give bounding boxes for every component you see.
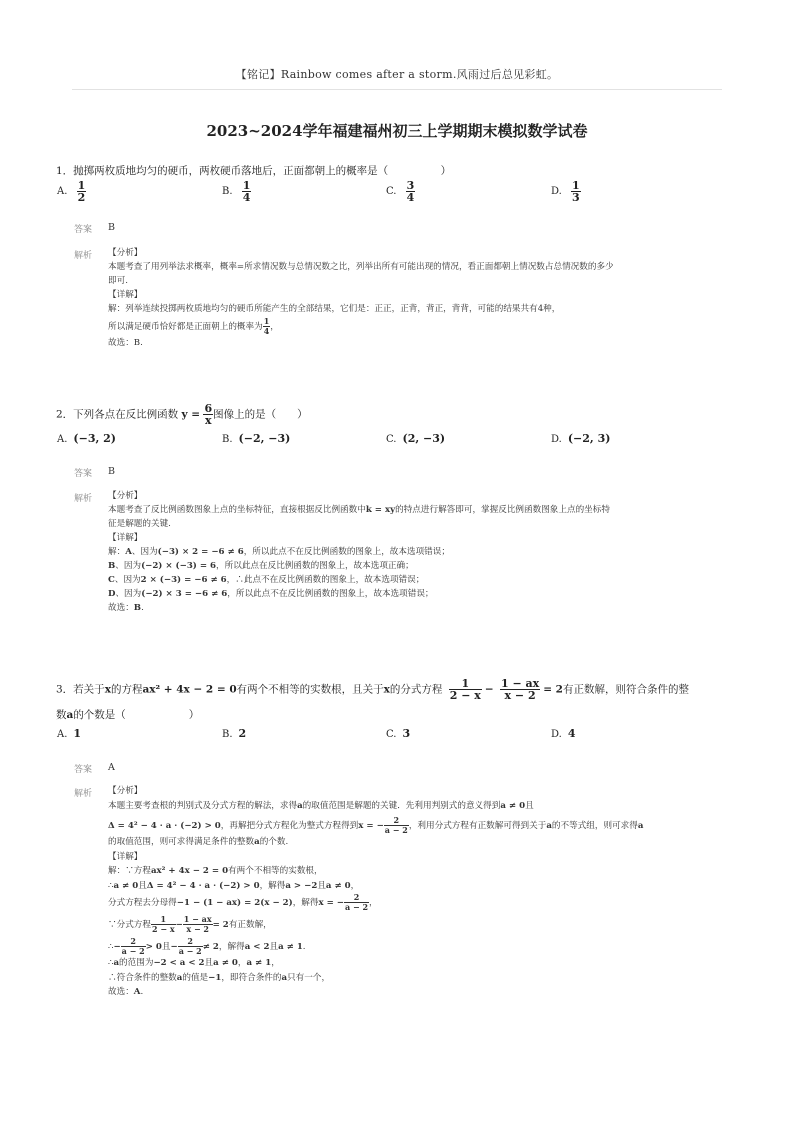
math-fraction: [203, 403, 213, 426]
text-run: 且: [269, 942, 279, 952]
text-run: 且: [525, 800, 534, 811]
option-letter: A.: [57, 186, 68, 197]
text-run: 2: [178, 937, 203, 947]
option-fraction: [406, 180, 416, 203]
option-fraction: [242, 180, 252, 203]
text-run: 6: [204, 402, 213, 415]
q1-explanation: [108, 246, 614, 350]
text-run: 有正数解，: [228, 920, 272, 930]
text-run: 1 − ax: [183, 914, 212, 924]
text-run: −2 < a < 2: [153, 958, 205, 968]
text-run: 本题考查了反比例函数图象上点的坐标特征，直接根据反比例函数中: [108, 505, 366, 515]
text-run: a: [281, 972, 288, 983]
text-run: (−2) × (−3) = 6: [141, 561, 217, 571]
text-run: ax² + 4x − 2 = 0: [150, 866, 229, 876]
text-run: (2, −3): [402, 432, 446, 445]
text-run: 的范围为: [119, 958, 154, 968]
header-divider: [72, 89, 722, 90]
text-run: −1 − (1 − ax) = 2(x − 2): [176, 898, 293, 908]
question-3-stem-line1: [56, 678, 689, 701]
text-run: 分式方程去分母得: [108, 898, 177, 908]
text-run: 只有一个，: [287, 972, 331, 983]
text-run: 1: [572, 179, 580, 192]
math-fraction: [500, 678, 540, 701]
text-run: 4: [406, 191, 415, 204]
text-run: [108, 317, 614, 336]
text-run: [108, 937, 643, 956]
math-fraction: [121, 937, 146, 956]
text-run: a − 2: [121, 946, 145, 956]
text-run: −: [175, 920, 183, 930]
text-run: A: [125, 547, 132, 557]
text-run: ∴: [108, 880, 114, 891]
text-run: 且: [138, 880, 147, 891]
text-run: ，所以此点不在反比例函数的图象上，故本选项错误；: [243, 547, 450, 557]
text-run: D: [108, 589, 116, 599]
text-run: ，: [237, 958, 247, 968]
text-run: D.: [551, 434, 562, 445]
analysis-label: 解析: [74, 789, 93, 799]
q3-option-c[interactable]: [386, 727, 410, 740]
text-run: x − 2: [186, 924, 209, 934]
text-run: a ≠ 0: [113, 880, 139, 891]
q3-explanation: [108, 784, 643, 1000]
text-run: [108, 559, 610, 573]
text-run: x: [104, 683, 111, 696]
text-run: ，解得: [259, 880, 286, 891]
text-run: 的取值范围，则可求得满足条件的整数: [108, 837, 255, 847]
text-run: 、因为: [115, 589, 142, 599]
text-run: 有两个不相等的实数根，且关于: [236, 683, 384, 696]
text-run: 3: [572, 191, 580, 204]
text-run: C: [108, 575, 115, 585]
text-run: C.: [386, 434, 397, 445]
text-run: 2．下列各点在反比例函数: [56, 408, 179, 421]
text-run: 4: [263, 326, 270, 336]
text-run: [108, 503, 610, 517]
text-run: (−2, 3): [567, 432, 611, 445]
text-run: a − 2: [345, 902, 369, 912]
question-2-stem: [56, 403, 308, 426]
question-1-stem: 1．抛掷两枚质地均匀的硬币，两枚硬币落地后，正面都朝上的概率是（ ）: [56, 165, 452, 177]
text-run: 故选：: [108, 603, 134, 613]
text-run: 本题考查了用列举法求概率，概率=所求情况数与总情况数之比，列举出所有可能出现的情况，看正面都朝上情况数占总情况数的多少: [108, 262, 614, 272]
text-run: [108, 601, 610, 615]
text-run: 2 − x: [449, 689, 481, 702]
text-run: 的分式方程: [389, 683, 443, 696]
text-run: Δ = 4² − 4 · a · (−2) > 0: [146, 880, 260, 891]
text-run: 1: [77, 179, 86, 192]
text-run: ，利用分式方程有正数解可得到关于: [408, 821, 547, 831]
text-run: ∴符合条件的整数: [108, 972, 177, 983]
text-run: .: [141, 603, 144, 613]
text-run: 的不等式组，则可求得: [551, 821, 638, 831]
answer-label: 答案: [74, 225, 93, 235]
text-run: ，: [369, 898, 378, 908]
text-run: (−2) × 3 = −6 ≠ 6: [141, 589, 228, 599]
q2-option-c[interactable]: [386, 432, 445, 445]
text-run: [108, 915, 643, 934]
math-fraction: [178, 937, 203, 956]
q2-answer: B: [108, 466, 115, 477]
text-run: a < 2: [244, 942, 270, 952]
text-run: 、因为: [115, 561, 142, 571]
math-fraction: [344, 893, 369, 912]
text-run: a: [113, 958, 120, 968]
text-run: D.: [551, 729, 562, 740]
text-run: > 0: [145, 942, 162, 952]
text-run: 本题主要考查根的判别式及分式方程的解法，求得: [108, 800, 298, 811]
text-run: 且: [317, 880, 326, 891]
text-run: 且: [204, 958, 214, 968]
q1-option-d[interactable]: [551, 180, 581, 203]
text-run: Δ = 4² − 4 · a · (−2) > 0: [108, 821, 221, 831]
text-run: 2: [77, 191, 86, 204]
q2-option-b[interactable]: [222, 432, 290, 445]
text-run: 征是解题的关键.: [108, 519, 171, 529]
q1-option-a[interactable]: [57, 180, 86, 203]
q2-option-d[interactable]: [551, 432, 610, 445]
text-run: 图像上的是（ ）: [213, 408, 308, 421]
text-run: 1: [263, 316, 270, 326]
text-run: 所以满足硬币恰好都是正面朝上的概率为: [108, 322, 263, 332]
text-run: [108, 545, 610, 559]
text-run: A.: [57, 434, 68, 445]
text-run: B: [133, 603, 142, 613]
page-title: 2023~2024学年福建福州初三上学期期末模拟数学试卷: [206, 122, 588, 140]
text-run: 【分析】: [108, 786, 143, 796]
text-run: B.: [222, 729, 233, 740]
text-run: 2 × (−3) = −6 ≠ 6: [140, 575, 227, 585]
text-run: a ≠ 0: [325, 880, 351, 891]
text-run: 【分析】: [108, 491, 143, 501]
q3-option-a[interactable]: [57, 727, 81, 740]
text-run: ，再解把分式方程化为整式方程得到: [220, 821, 359, 831]
text-run: ，所以此点在反比例函数的图象上，故本选项正确；: [216, 561, 414, 571]
text-run: 即可.: [108, 276, 128, 286]
text-run: 2: [384, 816, 409, 826]
text-run: 3: [406, 179, 415, 192]
text-run: 1: [242, 179, 251, 192]
text-run: y =: [181, 408, 201, 421]
text-run: 3．若关于: [56, 683, 105, 696]
text-run: ∴: [108, 942, 114, 952]
text-run: 有两个不相等的实数根，: [228, 866, 323, 876]
text-run: x: [383, 683, 390, 696]
text-run: 1: [449, 678, 482, 690]
text-run: 的值是: [182, 972, 209, 983]
text-run: [108, 864, 643, 879]
text-run: x = −: [318, 898, 345, 908]
text-run: −: [170, 942, 178, 952]
text-run: ，解得: [292, 898, 319, 908]
text-run: a: [546, 821, 552, 831]
text-run: (−3, 2): [73, 432, 116, 445]
text-run: 1: [73, 727, 82, 740]
text-run: 2: [238, 727, 247, 740]
text-run: 、因为: [131, 547, 158, 557]
text-run: ，: [350, 880, 360, 891]
answer-label: 答案: [74, 469, 93, 479]
text-run: B.: [222, 434, 233, 445]
option-fraction: [77, 180, 87, 203]
text-run: 、因为: [114, 575, 141, 585]
text-run: ，所以此点不在反比例函数的图象上，故本选项错误；: [227, 589, 434, 599]
text-run: 2 − x: [151, 924, 175, 934]
text-run: a: [254, 837, 260, 847]
text-run: ，∴此点不在反比例函数的图象上，故本选项错误；: [226, 575, 425, 585]
text-run: [108, 893, 643, 912]
text-run: 数: [56, 709, 67, 721]
text-run: x = −: [358, 821, 384, 831]
text-run: 3: [402, 727, 411, 740]
text-run: k = xy: [365, 505, 396, 515]
text-run: ∴: [108, 958, 114, 968]
q2-option-a[interactable]: [57, 432, 116, 445]
text-run: [108, 816, 643, 835]
math-fraction: [449, 678, 482, 701]
text-run: 的方程: [110, 683, 143, 696]
answer-label: 答案: [74, 765, 93, 775]
text-run: 2: [121, 937, 146, 947]
text-run: 的特点进行解答即可，掌握反比例函数图象上点的坐标特: [395, 505, 610, 515]
text-run: a: [66, 709, 74, 721]
text-run: a ≠ 1: [246, 958, 272, 968]
text-run: (−2, −3): [238, 432, 291, 445]
q3-option-b[interactable]: [222, 727, 246, 740]
text-run: B: [108, 561, 116, 571]
text-run: 2: [344, 893, 369, 903]
text-run: [108, 879, 643, 894]
text-run: 【详解】: [108, 533, 143, 543]
text-run: a − 2: [384, 825, 408, 835]
text-run: 1: [151, 915, 176, 925]
text-run: [108, 587, 610, 601]
text-run: 【详解】: [108, 290, 143, 300]
text-run: .: [302, 942, 306, 952]
text-run: ，: [271, 958, 280, 968]
text-run: x: [204, 414, 212, 427]
text-run: a ≠ 0: [213, 958, 238, 968]
analysis-label: 解析: [74, 251, 93, 261]
option-letter: C.: [386, 186, 397, 197]
q3-option-d[interactable]: [551, 727, 576, 740]
text-run: 【详解】: [108, 851, 143, 862]
text-run: 有正数解，则符合条件的整: [562, 683, 689, 696]
text-run: ，即符合条件的: [221, 972, 282, 983]
text-run: a: [176, 972, 183, 983]
text-run: a ≠ 1: [278, 942, 303, 952]
text-run: ax² + 4x − 2 = 0: [142, 683, 237, 696]
text-run: [108, 956, 643, 971]
text-run: 的取值范围是解题的关键．先利用判别式的意义得到: [302, 800, 501, 811]
text-run: ∵分式方程: [108, 920, 151, 930]
q1-option-b[interactable]: [222, 180, 251, 203]
text-run: ≠ 2: [202, 942, 219, 952]
text-run: 4: [567, 727, 576, 740]
math-fraction: [151, 915, 176, 934]
text-run: 【分析】: [108, 248, 143, 258]
text-run: −1: [208, 972, 222, 983]
text-run: [108, 799, 643, 814]
text-run: 故选：: [108, 987, 134, 997]
motto-line: 【铭记】Rainbow comes after a storm.风雨过后总见彩虹。: [235, 68, 559, 81]
text-run: 解：列举连续投掷两枚质地均匀的硬币所能产生的全部结果，它们是：正正，正背，背正，背背，可能的结果共有4种，: [108, 304, 561, 314]
text-run: 的个数.: [259, 837, 289, 847]
text-run: a − 2: [178, 946, 202, 956]
text-run: a: [637, 821, 644, 831]
analysis-label: 解析: [74, 494, 93, 504]
text-run: a > −2: [285, 880, 318, 891]
text-run: [108, 835, 643, 850]
question-3-stem-line2: [56, 707, 199, 722]
text-run: = 2: [212, 920, 229, 930]
text-run: [108, 573, 610, 587]
q2-explanation: [108, 489, 610, 615]
option-fraction: [571, 180, 581, 203]
option-letter: D.: [551, 186, 562, 197]
text-run: −: [484, 683, 494, 696]
option-letter: B.: [222, 186, 233, 197]
text-run: .: [140, 987, 144, 997]
text-run: C.: [386, 729, 397, 740]
text-run: (−3) × 2 = −6 ≠ 6: [157, 547, 244, 557]
text-run: 解：∵方程: [108, 866, 151, 876]
q3-answer: A: [108, 762, 115, 773]
text-run: 解：: [108, 547, 126, 557]
text-run: [108, 985, 643, 1000]
text-run: [108, 971, 643, 986]
text-run: A: [133, 987, 141, 997]
text-run: 且: [161, 942, 171, 952]
text-run: ，: [270, 322, 279, 332]
text-run: a: [297, 800, 303, 811]
text-run: 故选：B.: [108, 338, 143, 348]
text-run: x − 2: [504, 689, 536, 702]
text-run: ，解得: [218, 942, 245, 952]
math-fraction: [183, 915, 213, 934]
q1-option-c[interactable]: [386, 180, 415, 203]
text-run: 4: [242, 191, 251, 204]
text-run: −: [113, 942, 121, 952]
text-run: 1 − ax: [500, 677, 540, 690]
text-run: A.: [57, 729, 68, 740]
text-run: a ≠ 0: [500, 800, 526, 811]
text-run: = 2: [543, 683, 563, 696]
text-run: 的个数是（ ）: [73, 709, 200, 721]
q1-answer: B: [108, 222, 115, 233]
math-fraction: [384, 816, 409, 835]
